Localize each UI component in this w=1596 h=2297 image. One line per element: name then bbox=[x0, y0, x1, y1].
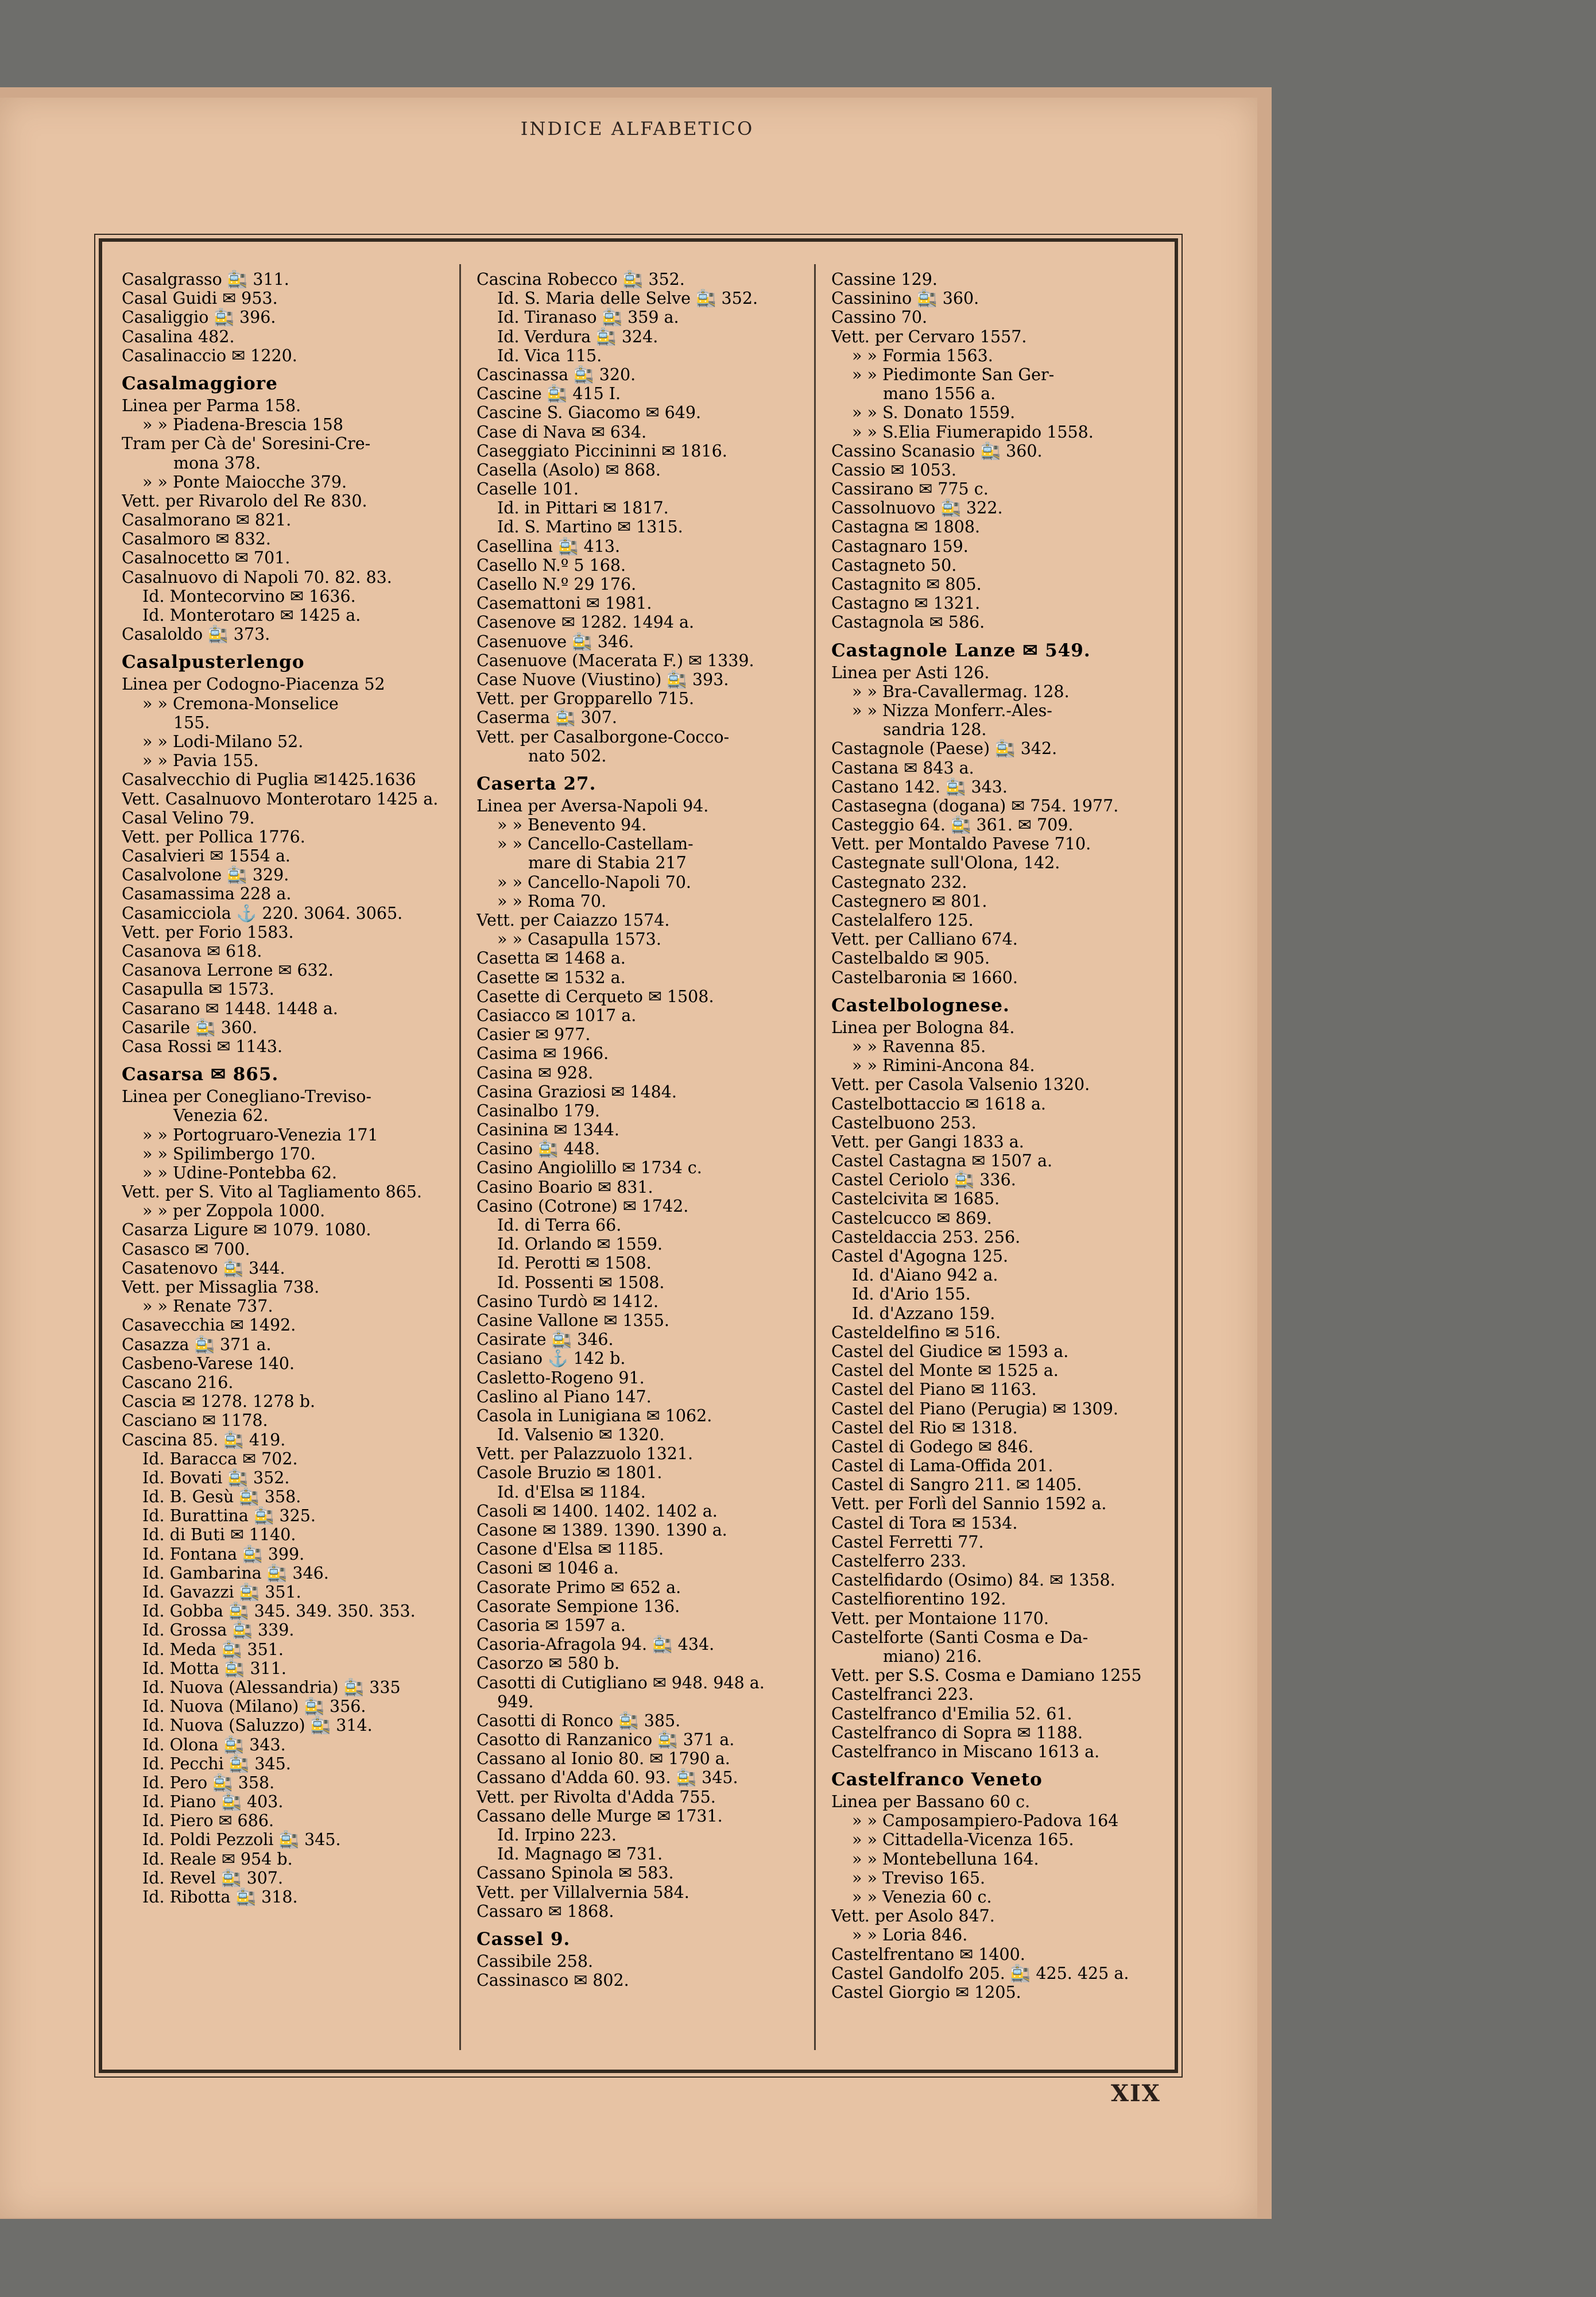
index-entry: Vett. per Casalborgone-Cocco- bbox=[477, 727, 730, 747]
index-entry: Id. Poldi Pezzoli 🚉 345. bbox=[142, 1830, 341, 1850]
index-entry: Castelforte (Santi Cosma e Da- bbox=[831, 1627, 1088, 1647]
index-entry: » » Montebelluna 164. bbox=[852, 1849, 1039, 1869]
index-entry: Id. d'Azzano 159. bbox=[852, 1304, 995, 1323]
index-entry: mano 1556 a. bbox=[883, 384, 996, 404]
index-entry: Venezia 62. bbox=[173, 1106, 269, 1126]
index-entry: Cascine 🚉 415 I. bbox=[477, 384, 621, 404]
index-entry: Castelalfero 125. bbox=[831, 911, 974, 930]
index-entry: Casalmoro ✉ 832. bbox=[122, 529, 271, 549]
index-entry: Vett. per Calliano 674. bbox=[831, 930, 1018, 949]
index-entry: Casapulla ✉ 1573. bbox=[122, 980, 274, 999]
index-entry: Vett. Casalnuovo Monterotaro 1425 a. bbox=[122, 789, 439, 809]
index-entry: Casoria-Afragola 94. 🚉 434. bbox=[477, 1635, 715, 1654]
index-entry: Id. Motta 🚉 311. bbox=[142, 1658, 286, 1678]
index-entry: Cassano al Ionio 80. ✉ 1790 a. bbox=[477, 1749, 730, 1769]
index-entry: Cassano d'Adda 60. 93. 🚉 345. bbox=[477, 1768, 738, 1788]
index-entry: Castel del Piano (Perugia) ✉ 1309. bbox=[831, 1399, 1118, 1418]
index-entry: Caserma 🚉 307. bbox=[477, 708, 617, 728]
index-entry: Casalnocetto ✉ 701. bbox=[122, 548, 290, 568]
index-entry: Castelcucco ✉ 869. bbox=[831, 1208, 992, 1228]
index-entry: Cassino 70. bbox=[831, 308, 928, 327]
index-heading: Castelfranco Veneto bbox=[831, 1769, 1043, 1791]
index-entry: Cascine S. Giacomo ✉ 649. bbox=[477, 403, 702, 423]
index-entry: » » Spilimbergo 170. bbox=[142, 1144, 316, 1163]
index-entry: Vett. per Forlì del Sannio 1592 a. bbox=[831, 1494, 1107, 1514]
index-entry: Linea per Conegliano-Treviso- bbox=[122, 1087, 372, 1107]
index-entry: Id. di Buti ✉ 1140. bbox=[142, 1525, 296, 1545]
index-entry: Cassine 129. bbox=[831, 270, 938, 289]
index-entry: Casiacco ✉ 1017 a. bbox=[477, 1006, 637, 1025]
index-entry: Casoli ✉ 1400. 1402. 1402 a. bbox=[477, 1501, 718, 1521]
index-entry: Casemattoni ✉ 1981. bbox=[477, 594, 652, 613]
index-entry: Casetta ✉ 1468 a. bbox=[477, 949, 626, 968]
index-entry: Cassano Spinola ✉ 583. bbox=[477, 1863, 674, 1883]
index-entry: Casole Bruzio ✉ 1801. bbox=[477, 1463, 663, 1483]
index-entry: Cassano delle Murge ✉ 1731. bbox=[477, 1806, 723, 1826]
index-entry: » » Ravenna 85. bbox=[852, 1037, 986, 1056]
index-entry: Castagnito ✉ 805. bbox=[831, 575, 982, 594]
index-entry: Vett. per Montaldo Pavese 710. bbox=[831, 834, 1091, 854]
index-entry: Castel di Godego ✉ 846. bbox=[831, 1437, 1034, 1456]
index-entry: Casavecchia ✉ 1492. bbox=[122, 1316, 296, 1335]
index-entry: sandria 128. bbox=[883, 720, 987, 740]
index-entry: Id. d'Elsa ✉ 1184. bbox=[497, 1482, 646, 1502]
index-entry: Caslino al Piano 147. bbox=[477, 1387, 652, 1406]
index-entry: Casamassima 228 a. bbox=[122, 884, 292, 904]
index-entry: » » Piadena-Brescia 158 bbox=[142, 415, 343, 435]
index-entry: Linea per Bologna 84. bbox=[831, 1018, 1015, 1037]
index-entry: Vett. per Cervaro 1557. bbox=[831, 327, 1027, 346]
index-entry: Castel del Piano ✉ 1163. bbox=[831, 1380, 1037, 1399]
index-entry: Castegnate sull'Olona, 142. bbox=[831, 853, 1060, 873]
index-entry: » » Udine-Pontebba 62. bbox=[142, 1163, 337, 1182]
index-entry: Castagnaro 159. bbox=[831, 536, 969, 556]
index-entry: Id. Monterotaro ✉ 1425 a. bbox=[142, 606, 361, 625]
index-heading: Casalpusterlengo bbox=[122, 652, 305, 673]
index-entry: 949. bbox=[497, 1692, 534, 1711]
index-entry: Cassirano ✉ 775 c. bbox=[831, 479, 989, 499]
index-entry: Id. Verdura 🚉 324. bbox=[497, 327, 658, 346]
index-entry: Castelfiorentino 192. bbox=[831, 1590, 1006, 1609]
index-entry: Casamicciola ⚓ 220. 3064. 3065. bbox=[122, 903, 403, 923]
index-entry: Casasco ✉ 700. bbox=[122, 1239, 250, 1259]
index-entry: Casinalbo 179. bbox=[477, 1101, 600, 1120]
index-entry: » » Cancello-Napoli 70. bbox=[497, 872, 691, 892]
index-heading: Caserta 27. bbox=[477, 773, 596, 794]
index-entry: Casciano ✉ 1178. bbox=[122, 1411, 268, 1430]
index-entry: Linea per Parma 158. bbox=[122, 396, 301, 415]
index-entry: Id. Tiranaso 🚉 359 a. bbox=[497, 308, 679, 327]
index-entry: Castegnato 232. bbox=[831, 872, 967, 892]
index-entry: Id. Piano 🚉 403. bbox=[142, 1792, 284, 1812]
index-entry: Casoria ✉ 1597 a. bbox=[477, 1615, 626, 1635]
index-entry: Id. Magnago ✉ 731. bbox=[497, 1844, 663, 1864]
index-entry: Id. Possenti ✉ 1508. bbox=[497, 1273, 665, 1292]
index-entry: Castagnole (Paese) 🚉 342. bbox=[831, 739, 1057, 759]
index-column-2 bbox=[477, 270, 815, 1990]
index-entry: Castasegna (dogana) ✉ 754. 1977. bbox=[831, 796, 1119, 815]
index-entry: Casalinaccio ✉ 1220. bbox=[122, 346, 297, 365]
index-entry: Id. d'Ario 155. bbox=[852, 1285, 971, 1304]
index-entry: Vett. per Montaione 1170. bbox=[831, 1608, 1049, 1628]
index-entry: Linea per Aversa-Napoli 94. bbox=[477, 796, 709, 815]
index-entry: Castelbottaccio ✉ 1618 a. bbox=[831, 1094, 1046, 1113]
index-heading: Castagnole Lanze ✉ 549. bbox=[831, 640, 1091, 661]
index-entry: Cassino Scanasio 🚉 360. bbox=[831, 441, 1043, 461]
index-heading: Casarsa ✉ 865. bbox=[122, 1064, 279, 1085]
index-entry: Id. di Terra 66. bbox=[497, 1216, 622, 1235]
index-entry: Vett. per Rivarolo del Re 830. bbox=[122, 491, 367, 511]
index-entry: Id. S. Martino ✉ 1315. bbox=[497, 517, 683, 537]
index-entry: Castelbaldo ✉ 905. bbox=[831, 949, 990, 968]
index-entry: Castel di Tora ✉ 1534. bbox=[831, 1513, 1018, 1533]
index-entry: Id. Gavazzi 🚉 351. bbox=[142, 1583, 301, 1602]
index-entry: Casello N.º 5 168. bbox=[477, 555, 626, 575]
index-entry: Id. Orlando ✉ 1559. bbox=[497, 1235, 663, 1254]
index-entry: Case di Nava ✉ 634. bbox=[477, 422, 647, 442]
index-entry: Id. S. Maria delle Selve 🚉 352. bbox=[497, 289, 758, 308]
index-entry: Castel Ceriolo 🚉 336. bbox=[831, 1170, 1016, 1190]
index-entry: Casone ✉ 1389. 1390. 1390 a. bbox=[477, 1521, 727, 1540]
index-entry: » » Cancello-Castellam- bbox=[497, 834, 694, 854]
index-entry: Casanova ✉ 618. bbox=[122, 942, 262, 961]
index-entry: » » S.Elia Fiumerapido 1558. bbox=[852, 422, 1094, 442]
index-entry: » » Loria 846. bbox=[852, 1925, 968, 1945]
index-entry: Vett. per Gropparello 715. bbox=[477, 689, 695, 709]
index-entry: Cascinassa 🚉 320. bbox=[477, 365, 636, 384]
index-entry: Casino Angiolillo ✉ 1734 c. bbox=[477, 1158, 702, 1178]
index-entry: Casenove ✉ 1282. 1494 a. bbox=[477, 613, 695, 632]
index-entry: Casal Velino 79. bbox=[122, 808, 255, 827]
index-entry: Cascina Robecco 🚉 352. bbox=[477, 270, 685, 289]
index-entry: Casino (Cotrone) ✉ 1742. bbox=[477, 1196, 689, 1216]
index-entry: Linea per Asti 126. bbox=[831, 663, 990, 682]
index-entry: Tram per Cà de' Soresini-Cre- bbox=[122, 434, 371, 454]
index-entry: » » Casapulla 1573. bbox=[497, 930, 661, 949]
index-entry: » » Camposampiero-Padova 164 bbox=[852, 1811, 1119, 1831]
index-entry: Id. Gobba 🚉 345. 349. 350. 353. bbox=[142, 1602, 416, 1621]
index-entry: Linea per Bassano 60 c. bbox=[831, 1792, 1031, 1812]
index-entry: Casalvecchio di Puglia ✉1425.1636 bbox=[122, 770, 416, 790]
page-number: XIX bbox=[1111, 2080, 1161, 2107]
index-entry: Id. Vica 115. bbox=[497, 346, 602, 365]
index-entry: Id. Burattina 🚉 325. bbox=[142, 1506, 316, 1526]
index-entry: Casteldelfino ✉ 516. bbox=[831, 1322, 1001, 1342]
index-entry: » » Lodi-Milano 52. bbox=[142, 732, 304, 751]
index-entry: » » Treviso 165. bbox=[852, 1868, 986, 1888]
index-entry: Casino 🚉 448. bbox=[477, 1139, 601, 1159]
index-entry: Id. Reale ✉ 954 b. bbox=[142, 1849, 293, 1869]
index-entry: Vett. per S.S. Cosma e Damiano 1255 bbox=[831, 1666, 1142, 1685]
index-entry: » » Renate 737. bbox=[142, 1297, 273, 1316]
index-entry: Casal Guidi ✉ 953. bbox=[122, 289, 278, 308]
index-entry: Castel di Sangro 211. ✉ 1405. bbox=[831, 1475, 1082, 1495]
index-entry: Cassibile 258. bbox=[477, 1951, 594, 1971]
index-entry: Id. Revel 🚉 307. bbox=[142, 1868, 284, 1888]
index-entry: Castel del Monte ✉ 1525 a. bbox=[831, 1361, 1059, 1380]
index-entry: Case Nuove (Viustino) 🚉 393. bbox=[477, 670, 729, 689]
index-entry: Castelfidardo (Osimo) 84. ✉ 1358. bbox=[831, 1571, 1115, 1590]
index-entry: Cascina 85. 🚉 419. bbox=[122, 1430, 286, 1449]
index-entry: Castel Giorgio ✉ 1205. bbox=[831, 1982, 1021, 2002]
index-entry: Casatenovo 🚉 344. bbox=[122, 1258, 285, 1278]
index-entry: Casorate Sempione 136. bbox=[477, 1596, 680, 1616]
index-entry: Cascano 216. bbox=[122, 1372, 234, 1392]
index-entry: Castelbaronia ✉ 1660. bbox=[831, 968, 1018, 987]
index-entry: Casorate Primo ✉ 652 a. bbox=[477, 1577, 681, 1597]
index-entry: Casirate 🚉 346. bbox=[477, 1330, 614, 1349]
index-entry: Id. Perotti ✉ 1508. bbox=[497, 1254, 652, 1273]
index-entry: mare di Stabia 217 bbox=[528, 853, 687, 873]
index-entry: Id. Meda 🚉 351. bbox=[142, 1639, 284, 1659]
index-heading: Casalmaggiore bbox=[122, 373, 278, 394]
index-entry: Casteggio 64. 🚉 361. ✉ 709. bbox=[831, 815, 1074, 835]
index-entry: Casine Vallone ✉ 1355. bbox=[477, 1310, 669, 1330]
index-entry: Castelfrentano ✉ 1400. bbox=[831, 1944, 1025, 1964]
index-entry: Id. Nuova (Milano) 🚉 356. bbox=[142, 1697, 366, 1716]
index-entry: » » Nizza Monferr.-Ales- bbox=[852, 701, 1052, 720]
index-entry: Castelfranci 223. bbox=[831, 1685, 974, 1704]
index-entry: Casalgrasso 🚉 311. bbox=[122, 270, 289, 289]
index-entry: » » Cittadella-Vicenza 165. bbox=[852, 1830, 1074, 1850]
index-entry: Vett. per Rivolta d'Adda 755. bbox=[477, 1787, 716, 1807]
index-entry: Casellina 🚉 413. bbox=[477, 536, 621, 556]
index-entry: Id. B. Gesù 🚉 358. bbox=[142, 1487, 301, 1507]
index-entry: Casenuove 🚉 346. bbox=[477, 632, 634, 651]
index-entry: Id. Bovati 🚉 352. bbox=[142, 1468, 290, 1487]
index-entry: Cassinino 🚉 360. bbox=[831, 289, 979, 308]
index-entry: Castel Ferretti 77. bbox=[831, 1532, 984, 1552]
index-entry: nato 502. bbox=[528, 746, 607, 765]
index-entry: Vett. per Asolo 847. bbox=[831, 1907, 995, 1926]
index-column-3 bbox=[831, 270, 1170, 2002]
index-heading: Cassel 9. bbox=[477, 1928, 571, 1950]
index-heading: Castelbolognese. bbox=[831, 995, 1010, 1016]
index-entry: Id. Olona 🚉 343. bbox=[142, 1735, 286, 1754]
index-entry: » » Formia 1563. bbox=[852, 346, 993, 365]
index-entry: Castel del Giudice ✉ 1593 a. bbox=[831, 1341, 1069, 1361]
index-entry: mona 378. bbox=[173, 453, 261, 473]
running-head: INDICE ALFABETICO bbox=[520, 118, 754, 140]
index-entry: Casalvolone 🚉 329. bbox=[122, 865, 289, 885]
index-entry: Cascia ✉ 1278. 1278 b. bbox=[122, 1392, 316, 1412]
index-entry: Castel Castagna ✉ 1507 a. bbox=[831, 1151, 1053, 1171]
index-entry: Casiano ⚓ 142 b. bbox=[477, 1349, 626, 1368]
index-entry: Castegnero ✉ 801. bbox=[831, 891, 987, 911]
index-entry: Id. Nuova (Alessandria) 🚉 335 bbox=[142, 1677, 401, 1697]
index-entry: Castagnola ✉ 586. bbox=[831, 613, 985, 632]
index-entry: Casotti di Ronco 🚉 385. bbox=[477, 1711, 681, 1730]
index-entry: Casinina ✉ 1344. bbox=[477, 1120, 619, 1140]
index-entry: » » Ponte Maiocche 379. bbox=[142, 472, 347, 492]
index-entry: Castelcivita ✉ 1685. bbox=[831, 1189, 1000, 1209]
index-entry: » » S. Donato 1559. bbox=[852, 403, 1016, 423]
index-entry: Cassaro ✉ 1868. bbox=[477, 1901, 614, 1921]
index-entry: Casbeno-Varese 140. bbox=[122, 1354, 295, 1373]
index-entry: Castagna ✉ 1808. bbox=[831, 517, 981, 537]
index-entry: Casima ✉ 1966. bbox=[477, 1044, 609, 1064]
index-entry: Id. Piero ✉ 686. bbox=[142, 1811, 274, 1831]
index-entry: Castel Gandolfo 205. 🚉 425. 425 a. bbox=[831, 1963, 1129, 1983]
index-entry: Castelferro 233. bbox=[831, 1552, 967, 1571]
index-entry: Castel d'Agogna 125. bbox=[831, 1247, 1009, 1266]
index-entry: Casaloldo 🚉 373. bbox=[122, 625, 270, 644]
index-entry: Linea per Codogno-Piacenza 52 bbox=[122, 675, 385, 694]
index-entry: Casteldaccia 253. 256. bbox=[831, 1227, 1021, 1247]
index-entry: Casorzo ✉ 580 b. bbox=[477, 1654, 620, 1673]
index-entry: Casella (Asolo) ✉ 868. bbox=[477, 460, 661, 479]
index-entry: Casalmorano ✉ 821. bbox=[122, 511, 292, 530]
index-entry: Casarile 🚉 360. bbox=[122, 1018, 258, 1037]
index-entry: » » Pavia 155. bbox=[142, 751, 259, 771]
index-entry: » » Benevento 94. bbox=[497, 815, 647, 835]
index-entry: Casalnuovo di Napoli 70. 82. 83. bbox=[122, 567, 392, 587]
index-entry: Casanova Lerrone ✉ 632. bbox=[122, 961, 334, 980]
index-entry: Casotti di Cutigliano ✉ 948. 948 a. bbox=[477, 1673, 765, 1692]
index-entry: Id. d'Aiano 942 a. bbox=[852, 1266, 998, 1285]
index-entry: Castel del Rio ✉ 1318. bbox=[831, 1418, 1018, 1437]
index-entry: Id. Baracca ✉ 702. bbox=[142, 1449, 298, 1468]
index-entry: Vett. per Pollica 1776. bbox=[122, 827, 305, 846]
index-entry: Castano 142. 🚉 343. bbox=[831, 777, 1008, 796]
index-entry: Castelfranco d'Emilia 52. 61. bbox=[831, 1704, 1072, 1723]
index-entry: Id. Valsenio ✉ 1320. bbox=[497, 1425, 665, 1445]
index-entry: » » Bra-Cavallermag. 128. bbox=[852, 682, 1070, 701]
index-entry: Id. Fontana 🚉 399. bbox=[142, 1544, 305, 1564]
index-entry: Casina Graziosi ✉ 1484. bbox=[477, 1082, 677, 1101]
index-entry: Castelbuono 253. bbox=[831, 1113, 977, 1132]
index-entry: Cassinasco ✉ 802. bbox=[477, 1971, 629, 1990]
index-entry: Id. Pecchi 🚉 345. bbox=[142, 1754, 291, 1773]
index-entry: miano) 216. bbox=[883, 1646, 982, 1666]
index-entry: Vett. per Caiazzo 1574. bbox=[477, 911, 670, 930]
index-entry: Casina ✉ 928. bbox=[477, 1063, 594, 1082]
index-entry: Casier ✉ 977. bbox=[477, 1025, 591, 1045]
index-entry: Id. Grossa 🚉 339. bbox=[142, 1621, 295, 1640]
index-entry: » » Roma 70. bbox=[497, 891, 607, 911]
index-entry: Vett. per Villalvernia 584. bbox=[477, 1882, 689, 1902]
index-entry: Vett. per Gangi 1833 a. bbox=[831, 1132, 1024, 1151]
index-entry: Castana ✉ 843 a. bbox=[831, 758, 974, 778]
index-entry: Caselle 101. bbox=[477, 479, 579, 499]
index-entry: Vett. per S. Vito al Tagliamento 865. bbox=[122, 1182, 422, 1202]
index-entry: Castelfranco in Miscano 1613 a. bbox=[831, 1742, 1100, 1761]
index-entry: Id. Irpino 223. bbox=[497, 1826, 617, 1844]
index-entry: Casola in Lunigiana ✉ 1062. bbox=[477, 1406, 712, 1425]
index-entry: Castel di Lama-Offida 201. bbox=[831, 1456, 1053, 1476]
index-entry: Casino Boario ✉ 831. bbox=[477, 1177, 653, 1197]
index-entry: Vett. per Forio 1583. bbox=[122, 922, 294, 942]
index-entry: Id. Pero 🚉 358. bbox=[142, 1773, 275, 1792]
index-entry: Castagno ✉ 1321. bbox=[831, 594, 981, 613]
index-entry: Casette ✉ 1532 a. bbox=[477, 968, 626, 987]
index-entry: Id. Gambarina 🚉 346. bbox=[142, 1563, 329, 1583]
index-entry: » » Venezia 60 c. bbox=[852, 1888, 992, 1907]
index-entry: Casarza Ligure ✉ 1079. 1080. bbox=[122, 1220, 371, 1240]
index-entry: 155. bbox=[173, 713, 210, 732]
index-entry: » » per Zoppola 1000. bbox=[142, 1201, 326, 1221]
index-entry: Casette di Cerqueto ✉ 1508. bbox=[477, 987, 714, 1006]
index-entry: Cassolnuovo 🚉 322. bbox=[831, 498, 1003, 518]
index-entry: Casoni ✉ 1046 a. bbox=[477, 1559, 619, 1578]
index-entry: Casaliggio 🚉 396. bbox=[122, 308, 276, 327]
index-entry: Castagneto 50. bbox=[831, 555, 957, 575]
index-entry: Casone d'Elsa ✉ 1185. bbox=[477, 1540, 664, 1559]
index-entry: » » Piedimonte San Ger- bbox=[852, 365, 1055, 384]
index-entry: Vett. per Casola Valsenio 1320. bbox=[831, 1075, 1090, 1095]
index-entry: Casalina 482. bbox=[122, 327, 235, 346]
index-entry: Casello N.º 29 176. bbox=[477, 575, 637, 594]
index-entry: Casletto-Rogeno 91. bbox=[477, 1368, 645, 1387]
index-entry: Id. Ribotta 🚉 318. bbox=[142, 1888, 298, 1907]
index-entry: Vett. per Palazzuolo 1321. bbox=[477, 1444, 694, 1464]
index-entry: Id. Nuova (Saluzzo) 🚉 314. bbox=[142, 1716, 373, 1735]
index-entry: Casenuove (Macerata F.) ✉ 1339. bbox=[477, 651, 754, 670]
index-column-1 bbox=[122, 270, 460, 1907]
index-entry: » » Rimini-Ancona 84. bbox=[852, 1056, 1035, 1076]
index-entry: Casarano ✉ 1448. 1448 a. bbox=[122, 999, 338, 1018]
index-entry: Castelfranco di Sopra ✉ 1188. bbox=[831, 1723, 1083, 1742]
index-entry: Id. in Pittari ✉ 1817. bbox=[497, 498, 669, 518]
index-entry: » » Portogruaro-Venezia 171 bbox=[142, 1125, 378, 1144]
index-entry: Casino Turdò ✉ 1412. bbox=[477, 1291, 659, 1311]
index-entry: » » Cremona-Monselice bbox=[142, 694, 339, 713]
index-entry: Casa Rossi ✉ 1143. bbox=[122, 1037, 283, 1056]
index-entry: Caseggiato Piccininni ✉ 1816. bbox=[477, 441, 727, 461]
index-entry: Casalvieri ✉ 1554 a. bbox=[122, 846, 290, 866]
index-entry: Casazza 🚉 371 a. bbox=[122, 1335, 272, 1354]
index-entry: Id. Montecorvino ✉ 1636. bbox=[142, 586, 356, 606]
index-entry: Casotto di Ranzanico 🚉 371 a. bbox=[477, 1730, 735, 1750]
index-entry: Cassio ✉ 1053. bbox=[831, 460, 956, 479]
index-entry: Vett. per Missaglia 738. bbox=[122, 1278, 320, 1297]
